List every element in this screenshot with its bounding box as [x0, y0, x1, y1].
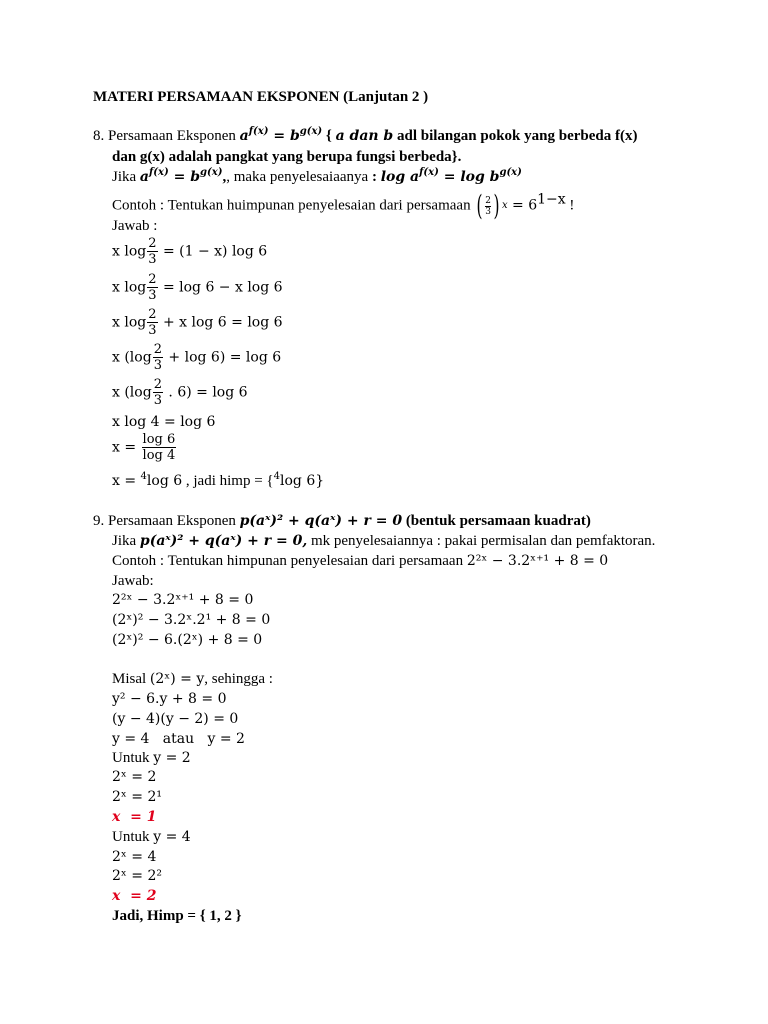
s8-step-4: x (log $\frac{2}{3}$ + log 6) = log 6	[112, 342, 282, 373]
section-9-rule: Jika p(aˣ)² + q(aˣ) + r = 0, mk penyelesaiannya : pakai permisalan dan pemfaktoran.	[112, 533, 656, 549]
s8-step-8: x = $^4$log 6 , jadi himp = {$^4$log 6}	[112, 471, 325, 489]
s9-result-1: x = 1	[112, 809, 157, 825]
page-title: MATERI PERSAMAAN EKSPONEN (Lanjutan 2 )	[93, 89, 429, 105]
s8-step-3: x log $\frac{2}{3}$ + x log 6 = log 6	[112, 307, 283, 338]
s8-heading-equation: $a^{f(x)} = b^{g(x)}$	[239, 126, 323, 144]
s8-step-6: x log 4 = log 6	[112, 414, 216, 430]
s8-heading-number: 8. Persamaan Eksponen	[93, 128, 236, 144]
s8-step-1: x log $\frac{2}{3}$ = (1 − x) log 6	[112, 236, 268, 267]
s8-step-7: x = $\frac{\log 6}{\log 4}$	[112, 432, 176, 463]
s9-final-answer: Jadi, Himp = { 1, 2 }	[112, 908, 242, 924]
s9-line-8: 2ˣ = 2¹	[112, 789, 162, 805]
s9-result-2: x = 2	[112, 888, 157, 904]
section-8-rule: Jika $a^{f(x)} = b^{g(x)}$,, maka penyelesaiaanya : $\log a^{f(x)} = \log b^{g(x)}$	[112, 167, 522, 185]
s9-line-1: 2²ˣ − 3.2ˣ⁺¹ + 8 = 0	[112, 592, 254, 608]
s8-step-5: x (log $\frac{2}{3}$ . 6) = log 6	[112, 377, 248, 408]
s9-line-3: (2ˣ)² − 6.(2ˣ) + 8 = 0	[112, 632, 263, 648]
s9-line-9: 2ˣ = 4	[112, 849, 157, 865]
s9-untuk-y2: Untuk y = 2	[112, 750, 191, 766]
section-9-jawab: Jawab:	[112, 573, 154, 589]
s9-line-2: (2ˣ)² − 3.2ˣ.2¹ + 8 = 0	[112, 612, 271, 628]
section-8-heading-line2: dan g(x) adalah pangkat yang berupa fungsi berbeda}.	[112, 149, 462, 165]
section-8-example: Contoh : Tentukan huimpunan penyelesaian dari persamaan ( 2 3 ) x = $6^{1-x}$ !	[112, 189, 575, 222]
s9-line-5: (y − 4)(y − 2) = 0	[112, 711, 239, 727]
s9-line-10: 2ˣ = 2²	[112, 868, 162, 884]
s9-line-4: y² − 6.y + 8 = 0	[112, 691, 227, 707]
s8-step-2: x log $\frac{2}{3}$ = log 6 − x log 6	[112, 272, 283, 303]
section-8-heading: 8. Persamaan Eksponen $a^{f(x)} = b^{g(x)}$ { a dan b adl bilangan pokok yang berbeda f(x)	[93, 126, 638, 144]
section-8-jawab: Jawab :	[112, 218, 158, 234]
section-9-heading: 9. Persamaan Eksponen p(aˣ)² + q(aˣ) + r = 0 (bentuk persamaan kuadrat)	[93, 513, 591, 529]
s9-line-6: y = 4 atau y = 2	[112, 731, 245, 747]
s9-untuk-y4: Untuk y = 4	[112, 829, 191, 845]
section-9-example: Contoh : Tentukan himpunan penyelesaian dari persamaan 2²ˣ − 3.2ˣ⁺¹ + 8 = 0	[112, 553, 609, 569]
s9-line-7: 2ˣ = 2	[112, 769, 157, 785]
s9-misal: Misal (2ˣ) = y, sehingga :	[112, 671, 273, 687]
